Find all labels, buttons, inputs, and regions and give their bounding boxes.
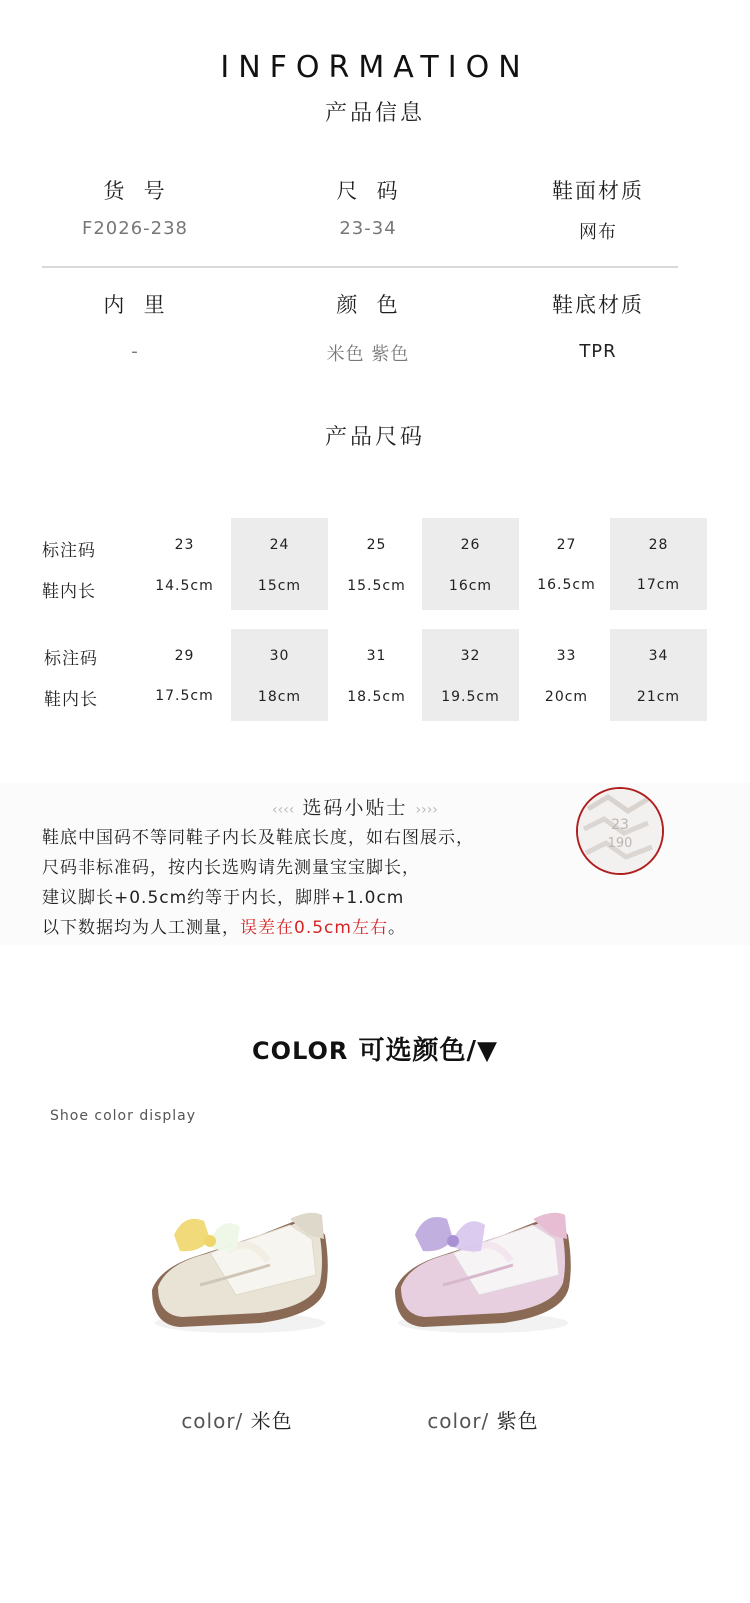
row-label-code: 标注码 — [42, 541, 96, 561]
tip-line-4-prefix: 以下数据均为人工测量， — [42, 918, 240, 938]
size-length: 18.5cm — [347, 689, 406, 705]
size-code: 34 — [648, 648, 669, 664]
size-code: 25 — [366, 537, 387, 553]
color-caption-purple — [363, 1405, 603, 1434]
sole-size-photo — [576, 787, 664, 875]
color-caption-prefix: color/ — [181, 1409, 244, 1433]
tip-line-2: 尺码非标准码，按内长选购请先测量宝宝脚长， — [42, 858, 420, 878]
tip-line-3: 建议脚长+0.5cm约等于内长，脚胖+1.0cm — [42, 888, 405, 908]
info-divider — [42, 266, 678, 268]
size-section-title: 产品尺码 — [324, 425, 425, 450]
size-cell — [518, 629, 615, 721]
size-code: 24 — [269, 537, 290, 553]
shoe-image-purple — [383, 1195, 583, 1345]
sole-code: 23 — [611, 817, 629, 833]
info-label-color: 颜 色 — [336, 293, 400, 317]
info-value-size: 23-34 — [339, 218, 397, 239]
size-length: 18cm — [257, 689, 302, 705]
size-code: 31 — [366, 648, 387, 664]
title-chinese: 产品信息 — [324, 101, 425, 126]
size-length: 16.5cm — [537, 577, 596, 593]
size-cell — [518, 518, 615, 610]
size-length: 17.5cm — [155, 688, 214, 704]
info-value-item-number: F2026-238 — [81, 218, 188, 239]
color-caption-prefix: color/ — [427, 1409, 490, 1433]
color-section-title — [0, 1030, 750, 1067]
down-triangle-icon: ▼ — [476, 1036, 498, 1066]
size-length: 21cm — [636, 689, 681, 705]
sole-pattern-icon — [578, 789, 662, 873]
info-value-upper-material: 网布 — [579, 222, 617, 243]
info-label-item-number: 货 号 — [103, 179, 167, 203]
size-length: 15cm — [257, 578, 302, 594]
size-code: 23 — [174, 537, 195, 553]
info-value-sole-material: TPR — [579, 341, 617, 362]
size-code: 32 — [460, 648, 481, 664]
size-length: 16cm — [448, 578, 493, 594]
info-label-upper-material: 鞋面材质 — [552, 179, 644, 203]
color-caption-beige — [117, 1405, 357, 1434]
size-cell — [610, 518, 707, 610]
title-english: INFORMATION — [220, 50, 530, 85]
size-length: 14.5cm — [155, 578, 214, 594]
tip-line-1: 鞋底中国码不等同鞋子内长及鞋底长度，如右图展示， — [42, 828, 474, 848]
size-cell — [136, 518, 233, 610]
size-length: 20cm — [544, 689, 589, 705]
row-label-length: 鞋内长 — [44, 690, 98, 710]
tips-title-row — [272, 793, 512, 820]
size-cell — [328, 518, 425, 610]
sole-size: 190 — [607, 836, 633, 851]
color-title-en: COLOR — [252, 1037, 349, 1065]
size-code: 26 — [460, 537, 481, 553]
tips-title: 选码小贴士 — [302, 797, 408, 819]
color-caption-name: 米色 — [250, 1409, 293, 1433]
size-cell — [231, 629, 328, 721]
size-table-block-1 — [0, 518, 750, 610]
info-value-color: 米色 紫色 — [326, 344, 410, 365]
info-label-lining: 内 里 — [103, 293, 167, 317]
size-code: 29 — [174, 648, 195, 664]
size-cell — [422, 629, 519, 721]
size-length: 15.5cm — [347, 578, 406, 594]
shoe-purple-icon — [383, 1195, 583, 1345]
tip-line-4-suffix: 。 — [387, 918, 406, 938]
size-cell — [422, 518, 519, 610]
row-label-code: 标注码 — [44, 649, 98, 669]
tip-error-note: 误差在0.5cm左右 — [240, 918, 388, 938]
size-length: 17cm — [636, 577, 681, 593]
color-title-cn: 可选颜色/ — [358, 1036, 477, 1066]
shoe-image-beige — [140, 1195, 340, 1345]
size-code: 27 — [556, 537, 577, 553]
tip-line-4 — [42, 913, 406, 938]
info-label-sole-material: 鞋底材质 — [552, 293, 644, 317]
size-length: 19.5cm — [441, 689, 500, 705]
size-cell — [231, 518, 328, 610]
color-caption-name: 紫色 — [496, 1409, 539, 1433]
size-cell — [328, 629, 425, 721]
color-subtitle: Shoe color display — [50, 1108, 197, 1124]
shoe-beige-icon — [140, 1195, 340, 1345]
size-code: 30 — [269, 648, 290, 664]
row-label-length: 鞋内长 — [42, 582, 96, 602]
size-cell — [136, 629, 233, 721]
size-cell — [610, 629, 707, 721]
info-label-size: 尺 码 — [336, 179, 400, 203]
size-code: 28 — [648, 537, 669, 553]
tips-deco-right: ›››› — [415, 802, 438, 818]
size-code: 33 — [556, 648, 577, 664]
tips-deco-left: ‹‹‹‹ — [272, 802, 295, 818]
size-table-block-2 — [0, 629, 750, 721]
info-value-lining: - — [131, 341, 139, 362]
